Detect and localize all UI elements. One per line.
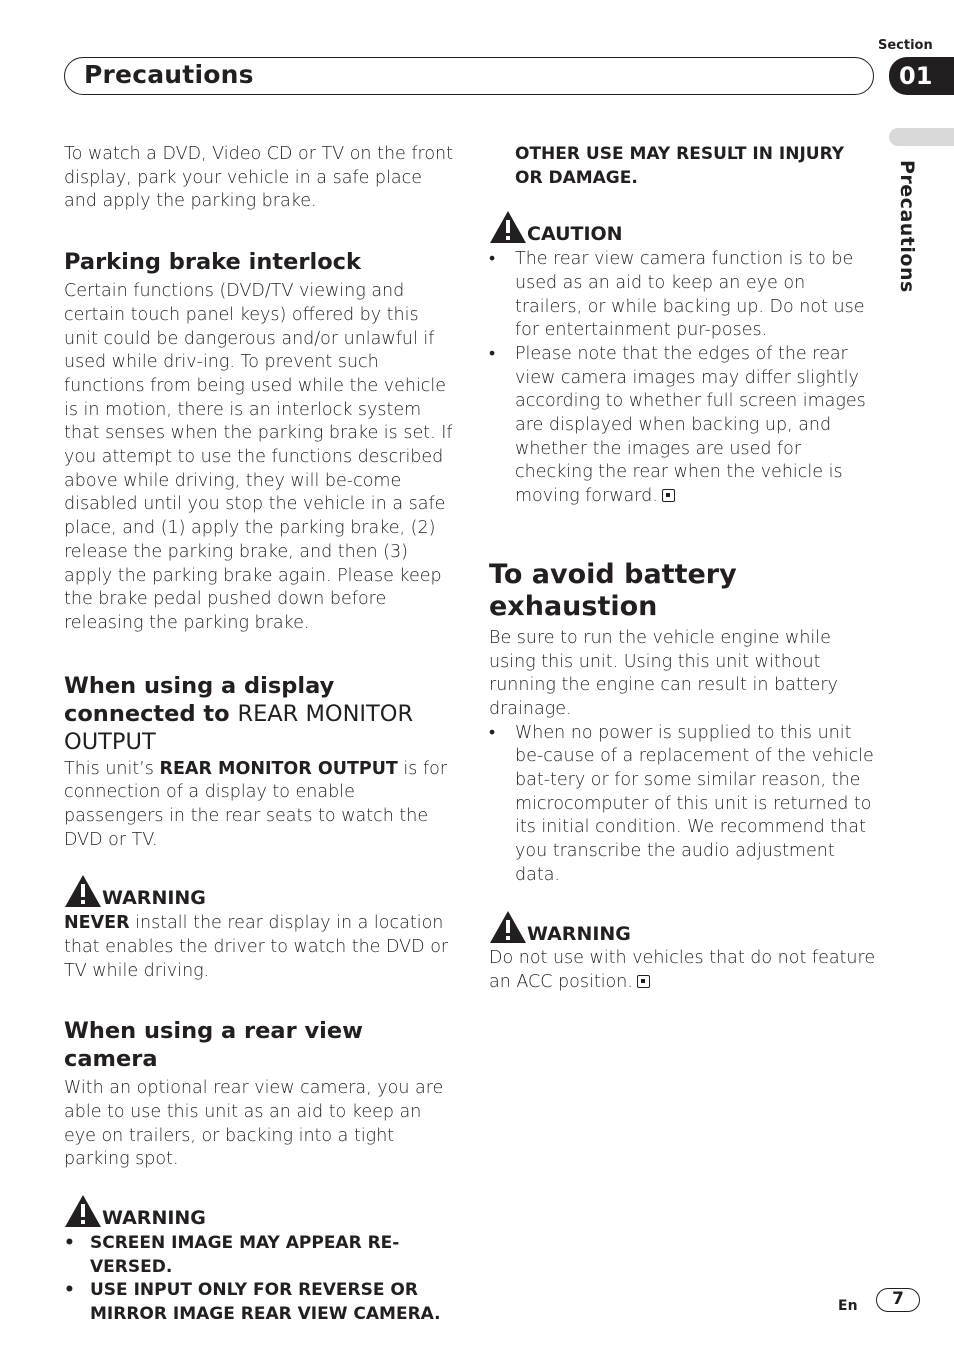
language-label: En (838, 1298, 858, 1314)
section-number: 01 (889, 57, 954, 95)
display-body-a: This unit’s (64, 758, 160, 779)
camera-body: With an optional rear view camera, you are able to use this unit as an aid to keep an eye on trailers, or backing into a tight parking spot. (64, 1078, 444, 1170)
caution-title (489, 210, 877, 248)
page-title: Precautions (84, 60, 254, 89)
caution-icon (489, 210, 527, 244)
warning1-body: install the rear display in a location that enables the driver to watch the DVD or TV while driving. (64, 913, 449, 981)
warning-icon (64, 1194, 102, 1228)
warning3-title (489, 910, 877, 948)
warning3-label: WARNING (527, 922, 631, 945)
warning2-label: WARNING (102, 1207, 206, 1230)
warning1-title (64, 874, 456, 912)
warning1-text (64, 912, 456, 983)
side-tab (889, 128, 954, 146)
caution-item: • The rear view camera function is to be used as an aid to keep an eye on trailers, or while backing up. Do not use for entertainment pur-poses. (489, 248, 877, 343)
warning1-lead: NEVER (64, 913, 130, 934)
display-body-b: REAR MONITOR OUTPUT (159, 758, 398, 779)
display-heading-b: REAR MONITOR OUTPUT (64, 700, 414, 755)
display-heading (64, 672, 456, 756)
caution-item-last (489, 343, 877, 509)
caution-label: CAUTION (527, 223, 623, 246)
left-column (64, 143, 456, 1327)
side-tab-label: Precautions (896, 160, 918, 293)
warning3-text (489, 947, 877, 994)
warning2-title (64, 1194, 456, 1232)
right-column (489, 143, 877, 995)
intro-text: To watch a DVD, Video CD or TV on the front display, park your vehicle in a safe place and apply the parking brake. (64, 144, 453, 212)
continued-warning: OTHER USE MAY RESULT IN INJURY OR DAMAGE. (515, 144, 845, 188)
warning3-body: Do not use with vehicles that do not feature an ACC position. (489, 948, 876, 992)
parking-body: Certain functions (DVD/TV viewing and certain touch panel keys) offered by this unit could be dangerous and/or unlawful if used while driv-ing. To prevent such functions from being used while the vehicle is in motion, there is an interlock system that senses when the parking brake is set. If you attempt to use the functions described above while driving, they will be-come disabled until you stop the vehicle in a safe place, and (1) apply the parking brake, (2) release the parking brake, and then (3) apply the parking brake again. Please keep the brake pedal pushed down before releasing the parking brake. (64, 281, 453, 633)
warning2-item: • USE INPUT ONLY FOR REVERSE OR MIRROR IMAGE REAR VIEW CAMERA. (64, 1279, 456, 1326)
section-label: Section (878, 38, 933, 53)
warning-icon (489, 910, 527, 944)
warning1-label: WARNING (102, 887, 206, 910)
display-body (64, 758, 456, 853)
end-mark-icon (637, 975, 650, 988)
display-heading-a: When using a display connected to (64, 672, 335, 727)
warning2-item: • SCREEN IMAGE MAY APPEAR RE-VERSED. (64, 1232, 456, 1279)
page-number: 7 (876, 1288, 920, 1312)
battery-bullet: • When no power is supplied to this unit be-cause of a replacement of the vehicle bat-tery or for some similar reason, the microcomputer of this unit is returned to its initial condition. We recommend that you transcribe the audio adjustment data. (489, 722, 877, 888)
end-mark-icon (662, 489, 675, 502)
camera-heading: When using a rear view camera (64, 1018, 363, 1073)
battery-heading: To avoid battery exhaustion (489, 558, 737, 622)
display-body-c: is for connection of a display to enable passengers in the rear seats to watch the DVD or TV. (64, 758, 448, 850)
caution-item-text: Please note that the edges of the rear view camera images may differ slightly according to whether full screen images are displayed when backing up, and whether the images are used for checking the rear when the vehicle is moving forward. (515, 343, 866, 507)
warning-icon (64, 874, 102, 908)
battery-body: Be sure to run the vehicle engine while using this unit. Using this unit without running the engine can result in battery drainage. (489, 627, 838, 719)
parking-heading: Parking brake interlock (64, 249, 361, 276)
